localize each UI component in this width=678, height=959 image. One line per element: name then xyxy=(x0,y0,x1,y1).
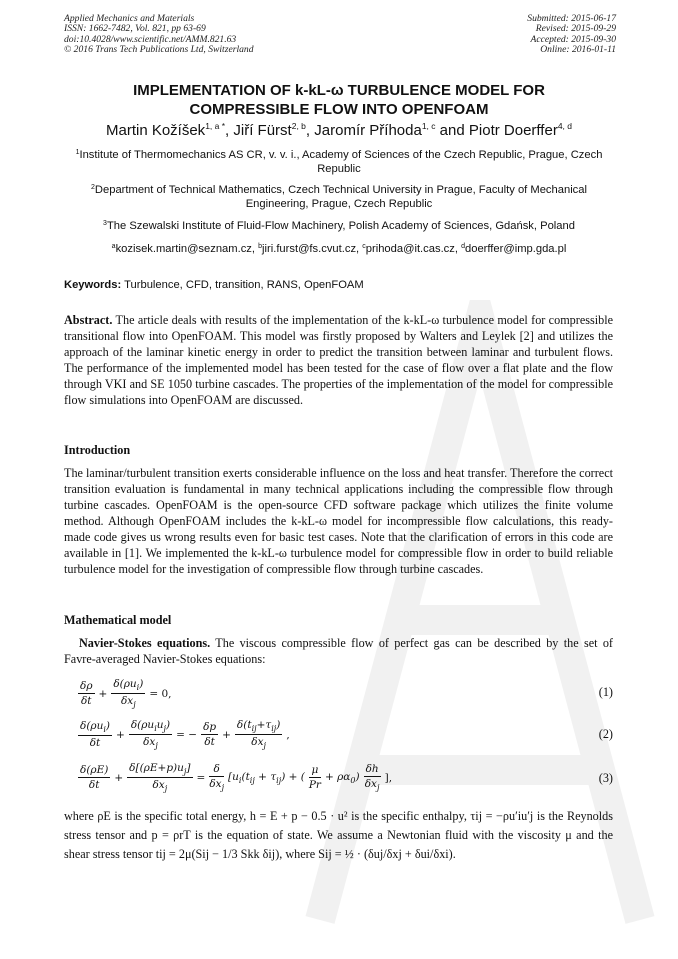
author-name: Piotr Doerffer xyxy=(468,122,558,139)
author-emails: $^a$kozisek.martin@seznam.cz, $^b$jiri.furst@fs.cvut.cz, $^c$prihoda@it.cas.cz, $^d$doerffer@imp.gda.pl xyxy=(111,243,567,255)
equation-number: (2) xyxy=(598,727,613,741)
ns-text: The viscous compressible flow of perfect gas can be described by the set of Favre-averaged Navier-Stokes equations: xyxy=(64,636,613,666)
date-online: Online: 2016-01-11 xyxy=(540,44,616,56)
section-heading-math: Mathematical model xyxy=(64,613,172,627)
equation-explanation: where ρE is the specific total energy, h = E + p − 0.5 · u² is the specific enthalpy, τij = −ρu′iu′j is the Reynolds stress tensor and p = ρrT is the equation of state. We assume a Newtonian fluid with the viscosity μ and the shear stress tensor tij = 2μ(Sij − 1/3 Skk δij), where Sij = ½ · (δuj/δxj + δui/δxi). xyxy=(64,809,613,861)
journal-copyright: © 2016 Trans Tech Publications Ltd, Switzerland xyxy=(64,44,254,56)
abstract-label: Abstract. xyxy=(64,313,113,327)
email-link[interactable]: prihoda@it.cas.cz, xyxy=(365,243,462,255)
equation-3: $\frac{\delta(\rho E)}{\delta t}$ + $\frac{\delta[(\rho E+p)u_j]}{\delta x_j}$ = $\frac{\delta}{\delta x_j}$ [$u_i(t_{ij} + \tau_{ij})$ + ( $\frac{\mu}{Pr}$ + $\rho\alpha_0$) $\frac{\delta h}{\delta x_j}$ ], xyxy=(80,762,393,794)
author-sup: 1, c xyxy=(421,121,436,131)
author-sup: 4, d xyxy=(557,121,573,131)
paper-title xyxy=(60,81,618,119)
keywords-text: Turbulence, CFD, transition, RANS, OpenFOAM xyxy=(121,279,364,291)
abstract xyxy=(64,312,613,408)
title-line-1: IMPLEMENTATION OF k-kL-ω TURBULENCE MODEL FOR xyxy=(133,82,545,99)
author-sup: 2, b xyxy=(291,121,306,131)
author-list: Martin Kožíšek$^{1, a *}$, Jiří Fürst$^{2, b}$, Jaromír Příhoda$^{1, c}$ and Piotr Doerffer$^{4, d}$ xyxy=(105,121,573,139)
author-sup: 1, a * xyxy=(205,121,226,131)
email-link[interactable]: kozisek.martin@seznam.cz, xyxy=(115,243,259,255)
journal-doi: doi:10.4028/www.scientific.net/AMM.821.63 xyxy=(64,33,237,45)
email-link[interactable]: jiri.furst@fs.cvut.cz, xyxy=(262,243,363,255)
author-name: Martin Kožíšek xyxy=(105,122,206,139)
title-line-2: COMPRESSIBLE FLOW INTO OPENFOAM xyxy=(189,101,489,118)
journal-header-left xyxy=(64,14,254,56)
introduction-text: The laminar/turbulent transition exerts considerable influence on the loss and heat transfer. Therefore the correct transition evaluation is fundamental in many technical applications including the compressible flow through turbine cascades. OpenFOAM is the open-source CFD software package which utilizes the finite volume method. Although OpenFOAM includes the k-kL-ω model for incompressible flow calculations, this ready-made code gives us wrong results even for basic test cases. Note that the clarification of errors in this code are available in [1]. We implemented the k-kL-ω turbulence model for compressible flow in order to build reliable turbulence model for the investigation of compressible flow through turbine cascades. xyxy=(64,466,613,576)
abstract-text: The article deals with results of the implementation of the k-kL-ω turbulence model for compressible transitional flow into OpenFOAM. This model was firstly proposed by Walters and Leylek [2] and utilizes the approach of the laminar kinetic energy in order to predict the transition between laminar and turbulent flows. The performance of the implemented model has been tested for the case of flow over a flat plate and the flow through VKI and SE 1050 turbine cascades. The properties of the implementation of the model for compressible flow simulations into OpenFOAM are discussed. xyxy=(64,313,613,407)
journal-name: Applied Mechanics and Materials xyxy=(64,13,195,24)
affiliation-3: $^3$The Szewalski Institute of Fluid-Flow Machinery, Polish Academy of Sciences, Gdańsk, Poland xyxy=(103,220,575,232)
navier-stokes-paragraph xyxy=(64,635,613,667)
equation-2: $\frac{\delta(\rho u_i)}{\delta t}$ + $\frac{\delta(\rho u_iu_j)}{\delta x_j}$ = − $\frac{\delta p}{\delta t}$ + $\frac{\delta(t_{ij}+\tau_{ij})}{\delta x_j}$ , xyxy=(80,719,290,751)
keywords xyxy=(64,278,616,292)
equation-number: (3) xyxy=(598,771,613,785)
affiliation-2: $^2$Department of Technical Mathematics, Czech Technical University in Prague, Faculty of Mechanical Engineering, Prague, Czech Republic xyxy=(91,184,587,210)
equation-1: $\frac{\delta\rho}{\delta t}$ + $\frac{\delta(\rho u_i)}{\delta x_j}$ = 0, xyxy=(80,678,172,710)
date-accepted: Accepted: 2015-09-30 xyxy=(530,33,616,45)
email-link[interactable]: doerffer@imp.gda.pl xyxy=(465,243,567,255)
keywords-label: Keywords: xyxy=(64,279,122,291)
affiliation-1: $^1$Institute of Thermomechanics AS CR, v. v. i., Academy of Sciences of the Czech Republic, Prague, Czech Republic xyxy=(75,149,603,175)
date-submitted: Submitted: 2015-06-17 xyxy=(527,13,616,24)
author-name: Jiří Fürst xyxy=(233,122,292,139)
date-revised: Revised: 2015-09-29 xyxy=(535,23,616,35)
author-name: Jaromír Příhoda xyxy=(314,122,422,139)
journal-issn: ISSN: 1662-7482, Vol. 821, pp 63-69 xyxy=(64,23,206,35)
journal-header-right xyxy=(527,14,616,56)
equation-number: (1) xyxy=(598,685,613,699)
section-heading-introduction: Introduction xyxy=(64,443,131,457)
ns-label: Navier-Stokes equations. xyxy=(79,636,211,650)
